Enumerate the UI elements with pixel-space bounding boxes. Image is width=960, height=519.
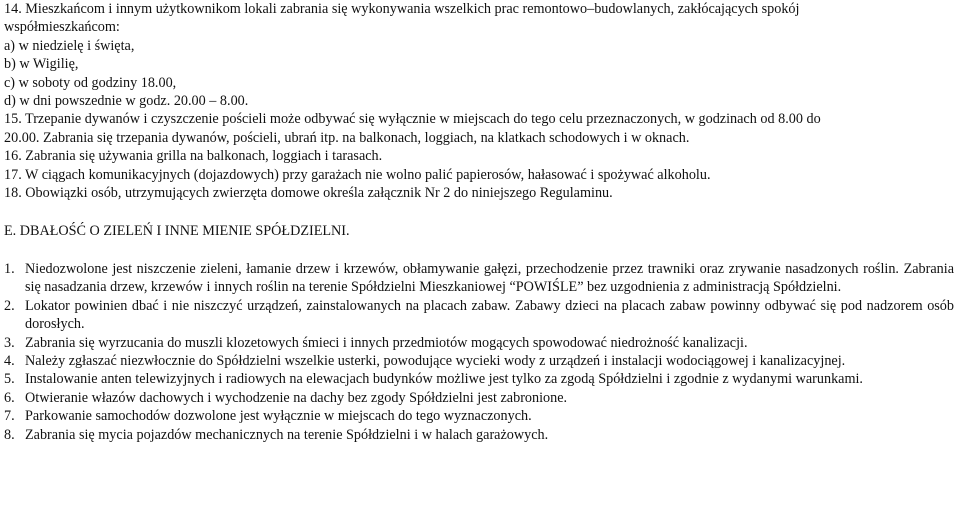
list-item-text: Należy zgłaszać niezwłocznie do Spółdzielni wszelkie usterki, powodujące wycieki wody z urządzeń i instalacji wodociągowej i kanalizacyjnej. [25,352,846,369]
list-item [4,389,954,407]
item-14-sub-d: d) w dni powszednie w godz. 20.00 – 8.00. [4,93,249,110]
list-item [4,370,954,388]
section-spacer [4,202,954,222]
list-item-number: 6. [4,389,15,406]
section-e-heading: E. DBAŁOŚĆ O ZIELEŃ I INNE MIENIE SPÓŁDZIELNI. [4,223,350,240]
heading-gap [4,241,954,260]
item-15-line-1: 15. Trzepanie dywanów i czyszczenie pościeli może odbywać się wyłącznie w miejscach do tego celu przeznaczonych, w godzinach od 8.00 do [4,111,821,128]
list-item-text: Zabrania się mycia pojazdów mechanicznych na terenie Spółdzielni i w halach garażowych. [25,426,549,443]
list-item [4,352,954,370]
list-item-number: 5. [4,371,15,388]
list-item-number: 2. [4,297,15,314]
item-17: 17. W ciągach komunikacyjnych (dojazdowych) przy garażach nie wolno palić papierosów, hałasować i spożywać alkoholu. [4,166,711,183]
item-14-line-2: współmieszkańcom: [4,19,120,36]
list-item-text: Zabrania się wyrzucania do muszli klozetowych śmieci i innych przedmiotów mogących spowodować niedrożność kanalizacji. [25,334,748,351]
list-item-number: 7. [4,408,15,425]
list-item [4,260,954,297]
top-section [4,0,954,202]
item-16: 16. Zabrania się używania grilla na balkonach, loggiach i tarasach. [4,148,383,165]
list-item [4,426,954,444]
item-14-line-1: 14. Mieszkańcom i innym użytkownikom lokali zabrania się wykonywania wszelkich prac remontowo–budowlanych, zakłócających spokój [4,1,800,17]
list-item-text: Lokator powinien dbać i nie niszczyć urządzeń, zainstalowanych na placach zabaw. Zabawy dzieci na placach zabaw powinny odbywać się pod nadzorem osób dorosłych. [25,297,954,333]
list-item [4,334,954,352]
list-item-text: Otwieranie włazów dachowych i wychodzenie na dachy bez zgody Spółdzielni jest zabronione. [25,389,568,406]
item-18: 18. Obowiązki osób, utrzymujących zwierzęta domowe określa załącznik Nr 2 do niniejszego Regulaminu. [4,185,613,202]
list-item-number: 4. [4,352,15,369]
list-item-number: 1. [4,260,15,277]
item-14-sub-c: c) w soboty od godziny 18.00, [4,74,177,91]
item-14-sub-a: a) w niedzielę i święta, [4,37,135,54]
list-item [4,297,954,334]
section-e-list [4,260,954,444]
list-item-number: 3. [4,334,15,351]
list-item [4,407,954,425]
item-15-line-2: 20.00. Zabrania się trzepania dywanów, pościeli, ubrań itp. na balkonach, loggiach, na klatkach schodowych i w oknach. [4,129,690,146]
list-item-text: Niedozwolone jest niszczenie zieleni, łamanie drzew i krzewów, obłamywanie gałęzi, przechodzenie przez trawniki oraz zrywanie nasadzonych roślin. Zabrania się nasadzania drzew, krzewów i innych roślin na terenie Spółdzielni Mieszkaniowej “POWIŚLE” bez uzgodnienia z administracją Spółdzielni. [25,260,954,296]
list-item-text: Instalowanie anten telewizyjnych i radiowych na elewacjach budynków możliwe jest tylko za zgodą Spółdzielni i zgodnie z wydanymi warunkami. [25,371,863,388]
list-item-number: 8. [4,426,15,443]
item-14-sub-b: b) w Wigilię, [4,56,79,73]
list-item-text: Parkowanie samochodów dozwolone jest wyłącznie w miejscach do tego wyznaczonych. [25,408,532,425]
